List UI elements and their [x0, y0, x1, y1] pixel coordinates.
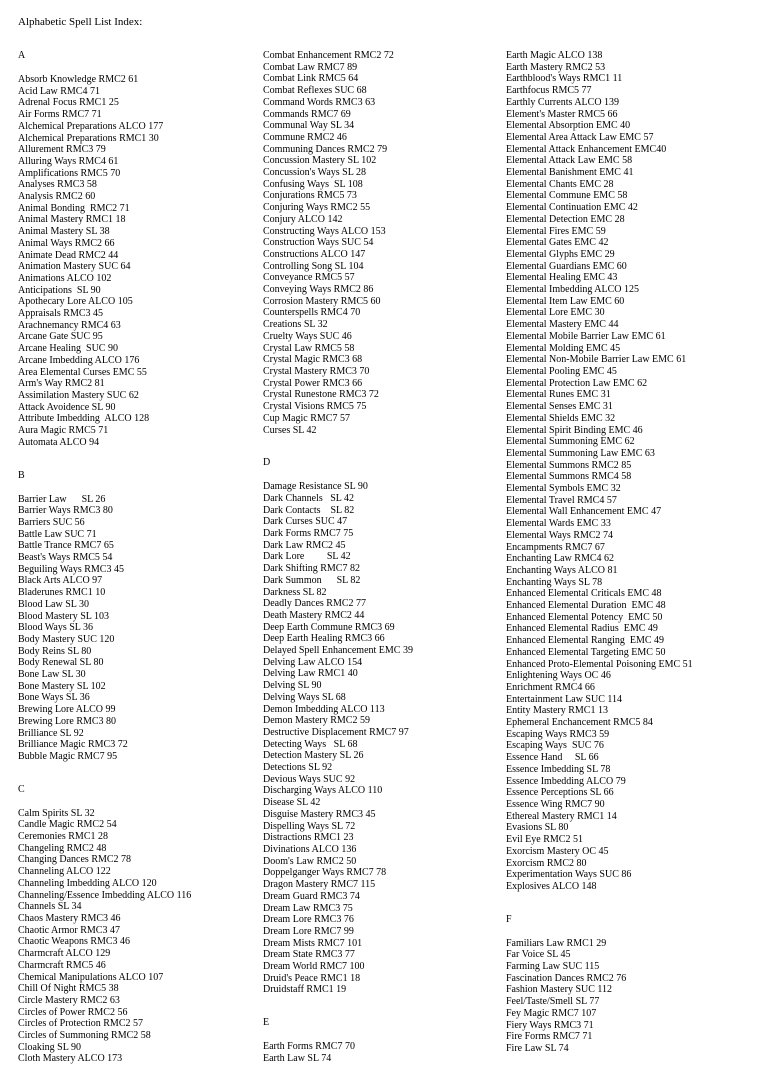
spell-list-entry: Earthblood's Ways RMC1 11 — [506, 73, 623, 85]
spell-list-entry: Delving SL 90 — [263, 680, 322, 692]
spell-list-entry: Dark Law RMC2 45 — [263, 539, 346, 551]
spell-list-entry: Conjury ALCO 142 — [263, 213, 343, 225]
spell-list-entry: Destructive Displacement RMC7 97 — [263, 726, 409, 738]
spell-list-entry: Enhanced Elemental Duration EMC 48 — [506, 600, 666, 612]
spell-list-entry: Fire Law SL 74 — [506, 1042, 569, 1054]
spell-list-entry: Enhanced Elemental Potency EMC 50 — [506, 611, 663, 623]
spell-list-entry: Dark Channels SL 42 — [263, 492, 355, 504]
spell-list-entry: Elemental Lore EMC 30 — [506, 307, 605, 319]
spell-list-entry: Charmcraft RMC5 46 — [18, 959, 106, 971]
index-section — [506, 50, 756, 893]
spell-list-entry: Fiery Ways RMC3 71 — [506, 1019, 594, 1031]
spell-list-entry: Barrier Law SL 26 — [18, 493, 106, 505]
spell-list-entry: Black Arts ALCO 97 — [18, 575, 103, 587]
spell-list-entry: Enhanced Elemental Targeting EMC 50 — [506, 646, 666, 658]
spell-list-entry: Elemental Banishment EMC 41 — [506, 167, 634, 179]
spell-list-entry: Darkness SL 82 — [263, 586, 327, 598]
spell-list-entry: Crystal Runestone RMC3 72 — [263, 389, 379, 401]
spell-list-entry: Far Voice SL 45 — [506, 949, 571, 961]
spell-list-entry: Enlightening Ways OC 46 — [506, 670, 611, 682]
spell-list-entry: Confusing Ways SL 108 — [263, 178, 363, 190]
spell-list-entry: Ceremonies RMC1 28 — [18, 831, 108, 843]
spell-list-entry: Demon Mastery RMC2 59 — [263, 715, 370, 727]
spell-list-entry: Elemental Wards EMC 33 — [506, 518, 611, 530]
spell-list-entry: Assimilation Mastery SUC 62 — [18, 389, 139, 401]
spell-list-entry: Alluring Ways RMC4 61 — [18, 155, 119, 167]
spell-list-entry: Doppelganger Ways RMC7 78 — [263, 867, 387, 879]
index-section — [18, 784, 258, 1065]
spell-list-entry: Elemental Fires EMC 59 — [506, 225, 606, 237]
spell-list-entry: Enchanting Ways ALCO 81 — [506, 564, 618, 576]
spell-list-entry: Explosives ALCO 148 — [506, 880, 597, 892]
spell-list-entry: Communing Dances RMC2 79 — [263, 143, 388, 155]
spell-list-entry: Feel/Taste/Smell SL 77 — [506, 996, 600, 1008]
spell-list-entry: Death Mastery RMC2 44 — [263, 609, 365, 621]
spell-list-entry: Bubble Magic RMC7 95 — [18, 750, 118, 762]
spell-list-entry: Experimentation Ways SUC 86 — [506, 869, 632, 881]
spell-list-entry: Chaotic Weapons RMC3 46 — [18, 936, 131, 948]
spell-list-entry: Disease SL 42 — [263, 797, 321, 809]
index-section — [18, 470, 258, 763]
spell-list-entry: Enrichment RMC4 66 — [506, 681, 595, 693]
spell-list-entry: Aura Magic RMC5 71 — [18, 425, 109, 437]
spell-list-entry: Elemental Chants EMC 28 — [506, 178, 614, 190]
spell-list-entry: Constructions ALCO 147 — [263, 248, 366, 260]
spell-list-entry: Elemental Area Attack Law EMC 57 — [506, 131, 654, 143]
spell-list-entry: Calm Spirits SL 32 — [18, 807, 95, 819]
spell-list-entry: Combat Enhancement RMC2 72 — [263, 50, 394, 61]
spell-list-entry: Concussion's Ways SL 28 — [263, 167, 366, 179]
spell-list-entry: Absorb Knowledge RMC2 61 — [18, 74, 139, 85]
spell-list-entry: Acid Law RMC4 71 — [18, 85, 100, 97]
spell-list-entry: Brewing Lore ALCO 99 — [18, 704, 116, 716]
spell-list-entry: Air Forms RMC7 71 — [18, 109, 102, 121]
spell-list-entry: Damage Resistance SL 90 — [263, 481, 368, 493]
index-column-3 — [506, 50, 756, 1076]
spell-list-entry: Animal Bonding RMC2 71 — [18, 202, 130, 214]
spell-list-entry: Encampments RMC7 67 — [506, 541, 605, 553]
spell-list-entry: Enchanting Ways SL 78 — [506, 576, 603, 588]
spell-list-entry: Detection Mastery SL 26 — [263, 750, 364, 762]
spell-list-entry: Elemental Mastery EMC 44 — [506, 319, 619, 331]
spell-list-entry: Elemental Guardians EMC 60 — [506, 260, 627, 272]
spell-list-entry: Animal Mastery RMC1 18 — [18, 214, 126, 226]
spell-list-entry: Adrenal Focus RMC1 25 — [18, 97, 119, 109]
index-section — [263, 1017, 503, 1064]
spell-list-entry: Devious Ways SUC 92 — [263, 773, 356, 785]
spell-list-entry: Animal Ways RMC2 66 — [18, 237, 115, 249]
spell-list-entry: Amplifications RMC5 70 — [18, 167, 121, 179]
spell-list-entry: Dream Mists RMC7 101 — [263, 937, 363, 949]
spell-list-entry: Combat Link RMC5 64 — [263, 73, 359, 85]
spell-list-entry: Bone Mastery SL 102 — [18, 680, 106, 692]
spell-list-entry: Cloaking SL 90 — [18, 1041, 81, 1053]
spell-list-entry: Disguise Mastery RMC3 45 — [263, 808, 376, 820]
spell-list-entry: Alchemical Preparations ALCO 177 — [18, 120, 164, 132]
spell-list-entry: Controlling Song SL 104 — [263, 260, 364, 272]
spell-list-entry: Analyses RMC3 58 — [18, 179, 97, 191]
spell-list-entry: Conjurations RMC5 73 — [263, 190, 357, 202]
spell-list-entry: Escaping Ways RMC3 59 — [506, 728, 610, 740]
spell-list-entry: Beguiling Ways RMC3 45 — [18, 563, 124, 575]
spell-list-entry: Brilliance SL 92 — [18, 727, 84, 739]
spell-list-entry: Earth Magic ALCO 138 — [506, 50, 603, 61]
spell-list-entry: Delving Law ALCO 154 — [263, 656, 363, 668]
spell-list-entry: Elemental Mobile Barrier Law EMC 61 — [506, 330, 666, 342]
spell-list-entry: Brilliance Magic RMC3 72 — [18, 739, 128, 751]
index-column-2 — [263, 50, 503, 1086]
spell-list-entry: Cup Magic RMC7 57 — [263, 412, 350, 424]
spell-list-entry: Elemental Healing EMC 43 — [506, 272, 618, 284]
spell-list-entry: Command Words RMC3 63 — [263, 96, 376, 108]
index-section — [506, 914, 756, 1055]
spell-list-entry: Candle Magic RMC2 54 — [18, 819, 117, 831]
spell-list-entry: Druid's Peace RMC1 18 — [263, 972, 361, 984]
spell-list-entry: Element's Master RMC5 66 — [506, 108, 618, 120]
spell-list-entry: Elemental Item Law EMC 60 — [506, 295, 625, 307]
spell-list-entry: Arcane Gate SUC 95 — [18, 331, 103, 343]
spell-list-entry: Exorcism RMC2 80 — [506, 857, 587, 869]
spell-list-entry: Earthfocus RMC5 77 — [506, 85, 592, 97]
spell-list-entry: Enhanced Elemental Ranging EMC 49 — [506, 635, 665, 647]
section-letter: D — [263, 457, 271, 469]
spell-list-entry: Deadly Dances RMC2 77 — [263, 598, 367, 610]
spell-list-entry: Bone Law SL 30 — [18, 669, 86, 681]
spell-list-entry: Dark Contacts SL 82 — [263, 504, 355, 516]
spell-list-entry: Changing Dances RMC2 78 — [18, 854, 132, 866]
spell-list-entry: Animate Dead RMC2 44 — [18, 249, 119, 261]
section-letter: F — [506, 913, 512, 925]
spell-list-entry: Dark Lore SL 42 — [263, 551, 351, 563]
spell-list-entry: Barriers SUC 56 — [18, 516, 85, 528]
spell-list-entry: Elemental Senses EMC 31 — [506, 401, 613, 413]
spell-list-entry: Ephemeral Enchancement RMC5 84 — [506, 717, 653, 729]
spell-list-entry: Brewing Lore RMC3 80 — [18, 715, 117, 727]
spell-list-entry: Elemental Attack Enhancement EMC40 — [506, 143, 667, 155]
spell-list-entry: Fashion Mastery SUC 112 — [506, 984, 613, 996]
spell-list-entry: Circles of Summoning RMC2 58 — [18, 1030, 151, 1042]
spell-list-entry: Commune RMC2 46 — [263, 131, 347, 143]
spell-list-entry: Channels SL 34 — [18, 901, 82, 913]
spell-list-entry: Entertainment Law SUC 114 — [506, 693, 622, 705]
spell-list-entry: Elemental Commune EMC 58 — [506, 190, 628, 202]
spell-list-entry: Beast's Ways RMC5 54 — [18, 552, 113, 564]
index-section — [263, 457, 503, 996]
spell-list-entry: Essence Imbedding SL 78 — [506, 763, 611, 775]
spell-list-entry: Alchemical Preparations RMC1 30 — [18, 132, 159, 144]
spell-list-entry: Delving Law RMC1 40 — [263, 668, 358, 680]
spell-list-entry: Ethereal Mastery RMC1 14 — [506, 810, 617, 822]
spell-list-entry: Entity Mastery RMC1 13 — [506, 705, 608, 717]
spell-list-entry: Body Mastery SUC 120 — [18, 633, 115, 645]
spell-list-entry: Discharging Ways ALCO 110 — [263, 785, 383, 797]
spell-list-entry: Concussion Mastery SL 102 — [263, 155, 377, 167]
spell-list-entry: Detecting Ways SL 68 — [263, 738, 358, 750]
spell-list-entry: Dream Lore RMC3 76 — [263, 914, 354, 926]
spell-list-entry: Elemental Summoning Law EMC 63 — [506, 447, 655, 459]
spell-list-entry: Cloth Mastery ALCO 173 — [18, 1053, 123, 1065]
section-letter: A — [18, 50, 26, 61]
spell-list-entry: Elemental Continuation EMC 42 — [506, 202, 638, 214]
spell-list-entry: Exorcism Mastery OC 45 — [506, 845, 609, 857]
spell-list-entry: Evasions SL 80 — [506, 822, 569, 834]
spell-list-entry: Evil Eye RMC2 51 — [506, 834, 583, 846]
spell-list-entry: Attack Avoidence SL 90 — [18, 401, 116, 413]
spell-list-entry: Elemental Shields EMC 32 — [506, 412, 616, 424]
spell-list-entry: Dark Curses SUC 47 — [263, 516, 348, 528]
spell-list-entry: Elemental Detection EMC 28 — [506, 213, 625, 225]
spell-list-entry: Elemental Glyphs EMC 29 — [506, 248, 615, 260]
spell-list-entry: Elemental Wall Enhancement EMC 47 — [506, 506, 662, 518]
spell-list-entry: Combat Law RMC7 89 — [263, 61, 358, 73]
spell-list-entry: Elemental Runes EMC 31 — [506, 389, 611, 401]
spell-list-entry: Fascination Dances RMC2 76 — [506, 972, 627, 984]
section-letter: E — [263, 1017, 270, 1029]
spell-list-entry: Elemental Attack Law EMC 58 — [506, 155, 633, 167]
spell-list-entry: Elemental Symbols EMC 32 — [506, 483, 621, 495]
spell-list-entry: Farming Law SUC 115 — [506, 961, 600, 973]
spell-list-entry: Crystal Magic RMC3 68 — [263, 354, 363, 366]
spell-list-entry: Elemental Gates EMC 42 — [506, 237, 609, 249]
spell-list-entry: Cruelty Ways SUC 46 — [263, 330, 352, 342]
spell-list-entry: Arachnemancy RMC4 63 — [18, 319, 121, 331]
spell-list-entry: Elemental Protection Law EMC 62 — [506, 377, 648, 389]
spell-list-entry: Arcane Healing SUC 90 — [18, 343, 118, 355]
spell-list-entry: Earthly Currents ALCO 139 — [506, 96, 620, 108]
spell-list-entry: Dark Forms RMC7 75 — [263, 528, 354, 540]
spell-list-entry: Deep Earth Commune RMC3 69 — [263, 621, 395, 633]
spell-list-entry: Elemental Pooling EMC 45 — [506, 365, 617, 377]
spell-list-entry: Combat Reflexes SUC 68 — [263, 85, 367, 97]
spell-list-entry: Appraisals RMC3 45 — [18, 308, 103, 320]
spell-list-entry: Dark Summon SL 82 — [263, 574, 361, 586]
spell-list-entry: Detections SL 92 — [263, 762, 333, 774]
spell-list-entry: Commands RMC7 69 — [263, 108, 351, 120]
spell-list-entry: Circles of Protection RMC2 57 — [18, 1018, 143, 1030]
spell-list-entry: Dark Shifting RMC7 82 — [263, 563, 360, 575]
spell-list-entry: Charmcraft ALCO 129 — [18, 948, 111, 960]
spell-list-entry: Crystal Law RMC5 58 — [263, 342, 355, 354]
spell-list-entry: Chaos Mastery RMC3 46 — [18, 913, 121, 924]
spell-list-entry: Enhanced Proto-Elemental Poisoning EMC 51 — [506, 658, 693, 670]
spell-list-entry: Crystal Mastery RMC3 70 — [263, 365, 370, 377]
spell-list-entry: Delayed Spell Enhancement EMC 39 — [263, 645, 413, 657]
spell-list-entry: Dream Guard RMC3 74 — [263, 890, 360, 902]
spell-list-entry: Channeling Imbedding ALCO 120 — [18, 877, 157, 889]
spell-list-entry: Constructing Ways ALCO 153 — [263, 225, 386, 237]
spell-list-entry: Elemental Summons RMC2 85 — [506, 459, 632, 471]
spell-list-entry: Circle Mastery RMC2 63 — [18, 994, 120, 1006]
spell-list-entry: Body Renewal SL 80 — [18, 657, 104, 669]
spell-list-entry: Construction Ways SUC 54 — [263, 237, 374, 249]
spell-list-entry: Barrier Ways RMC3 80 — [18, 505, 113, 517]
spell-list-entry: Dispelling Ways SL 72 — [263, 820, 356, 832]
spell-list-entry: Dream State RMC3 77 — [263, 949, 355, 961]
spell-list-entry: Arm's Way RMC2 81 — [18, 378, 105, 390]
spell-list-entry: Earth Mastery RMC2 53 — [506, 61, 606, 73]
page-title: Alphabetic Spell List Index: — [18, 16, 143, 28]
spell-list-entry: Earth Forms RMC7 70 — [263, 1041, 355, 1053]
spell-list-entry: Familiars Law RMC1 29 — [506, 937, 607, 949]
spell-list-entry: Chaotic Armor RMC3 47 — [18, 924, 120, 936]
spell-list-entry: Blood Mastery SL 103 — [18, 610, 110, 622]
spell-list-entry: Animation Mastery SUC 64 — [18, 261, 131, 273]
spell-list-entry: Communal Way SL 34 — [263, 120, 355, 132]
spell-list-entry: Blood Law SL 30 — [18, 598, 90, 610]
spell-list-entry: Conjuring Ways RMC2 55 — [263, 202, 371, 214]
spell-list-entry: Blood Ways SL 36 — [18, 622, 94, 634]
spell-list-entry: Demon Imbedding ALCO 113 — [263, 703, 385, 715]
spell-list-entry: Enchanting Law RMC4 62 — [506, 553, 615, 565]
spell-list-entry: Crystal Power RMC3 66 — [263, 377, 363, 389]
spell-list-entry: Fire Forms RMC7 71 — [506, 1031, 593, 1043]
spell-list-entry: Battle Law SUC 71 — [18, 528, 97, 540]
spell-list-entry: Battle Trance RMC7 65 — [18, 540, 114, 552]
spell-list-entry: Essence Hand SL 66 — [506, 752, 599, 764]
spell-list-entry: Bone Ways SL 36 — [18, 692, 90, 704]
spell-list-entry: Elemental Travel RMC4 57 — [506, 494, 617, 506]
spell-list-entry: Channeling ALCO 122 — [18, 866, 111, 878]
spell-list-entry: Essence Imbedding ALCO 79 — [506, 775, 626, 787]
spell-list-entry: Essence Perceptions SL 66 — [506, 787, 614, 799]
index-section — [18, 50, 258, 449]
spell-list-entry: Dream World RMC7 100 — [263, 961, 365, 973]
spell-list-entry: Elemental Imbedding ALCO 125 — [506, 284, 640, 296]
spell-list-entry: Chemical Manipulations ALCO 107 — [18, 971, 164, 983]
section-letter: B — [18, 469, 25, 481]
spell-list-entry: Doom's Law RMC2 50 — [263, 855, 357, 867]
spell-list-entry: Automata ALCO 94 — [18, 436, 100, 448]
spell-list-entry: Arcane Imbedding ALCO 176 — [18, 354, 140, 366]
spell-list-entry: Divinations ALCO 136 — [263, 844, 357, 855]
section-letter: C — [18, 783, 25, 795]
spell-list-entry: Corrosion Mastery RMC5 60 — [263, 295, 381, 307]
spell-list-entry: Elemental Ways RMC2 74 — [506, 529, 614, 541]
index-section — [263, 50, 503, 436]
spell-list-entry: Dragon Mastery RMC7 115 — [263, 879, 376, 891]
spell-list-entry: Elemental Absorption EMC 40 — [506, 120, 631, 132]
spell-list-entry: Deep Earth Healing RMC3 66 — [263, 633, 385, 645]
spell-list-entry: Dream Lore RMC7 99 — [263, 925, 354, 937]
spell-list-entry: Analysis RMC2 60 — [18, 191, 96, 203]
spell-list-entry: Conveying Ways RMC2 86 — [263, 284, 374, 296]
spell-list-entry: Enhanced Elemental Criticals EMC 48 — [506, 588, 662, 600]
spell-list-entry: Body Reins SL 80 — [18, 645, 92, 657]
spell-list-entry: Counterspells RMC4 70 — [263, 307, 361, 319]
index-column-1 — [18, 50, 258, 1086]
spell-list-entry: Chill Of Night RMC5 38 — [18, 983, 119, 995]
spell-list-entry: Enhanced Elemental Radius EMC 49 — [506, 623, 658, 635]
spell-list-entry: Circles of Power RMC2 56 — [18, 1006, 128, 1018]
spell-list-entry: Earth Law SL 74 — [263, 1052, 332, 1064]
spell-list-entry: Elemental Summons RMC4 58 — [506, 471, 632, 483]
spell-list-entry: Channeling/Essence Imbedding ALCO 116 — [18, 889, 192, 901]
spell-list-entry: Area Elemental Curses EMC 55 — [18, 366, 147, 378]
spell-list-entry: Delving Ways SL 68 — [263, 691, 346, 703]
spell-list-entry: Creations SL 32 — [263, 319, 328, 331]
spell-list-entry: Druidstaff RMC1 19 — [263, 984, 347, 996]
spell-list-entry: Elemental Summoning EMC 62 — [506, 436, 635, 448]
spell-list-entry: Elemental Non-Mobile Barrier Law EMC 61 — [506, 354, 687, 366]
spell-list-entry: Allurement RMC3 79 — [18, 144, 106, 156]
spell-list-entry: Animations ALCO 102 — [18, 272, 112, 284]
spell-list-entry: Escaping Ways SUC 76 — [506, 740, 604, 752]
spell-list-entry: Crystal Visions RMC5 75 — [263, 401, 367, 413]
spell-list-entry: Distractions RMC1 23 — [263, 832, 354, 844]
spell-list-entry: Conveyance RMC5 57 — [263, 272, 355, 284]
spell-list-entry: Elemental Molding EMC 45 — [506, 342, 621, 354]
spell-list-entry: Dream Law RMC3 75 — [263, 902, 353, 914]
spell-list-entry: Bladerunes RMC1 10 — [18, 587, 106, 599]
spell-list-entry: Elemental Spirit Binding EMC 46 — [506, 424, 643, 436]
spell-list-entry: Curses SL 42 — [263, 424, 317, 436]
spell-list-entry: Animal Mastery SL 38 — [18, 226, 110, 238]
spell-list-entry: Fey Magic RMC7 107 — [506, 1007, 597, 1019]
spell-list-entry: Essence Wing RMC7 90 — [506, 799, 605, 810]
spell-list-entry: Changeling RMC2 48 — [18, 842, 107, 854]
spell-list-entry: Attribute Imbedding ALCO 128 — [18, 413, 150, 425]
spell-list-entry: Apothecary Lore ALCO 105 — [18, 296, 133, 308]
spell-list-entry: Anticipations SL 90 — [18, 284, 101, 296]
